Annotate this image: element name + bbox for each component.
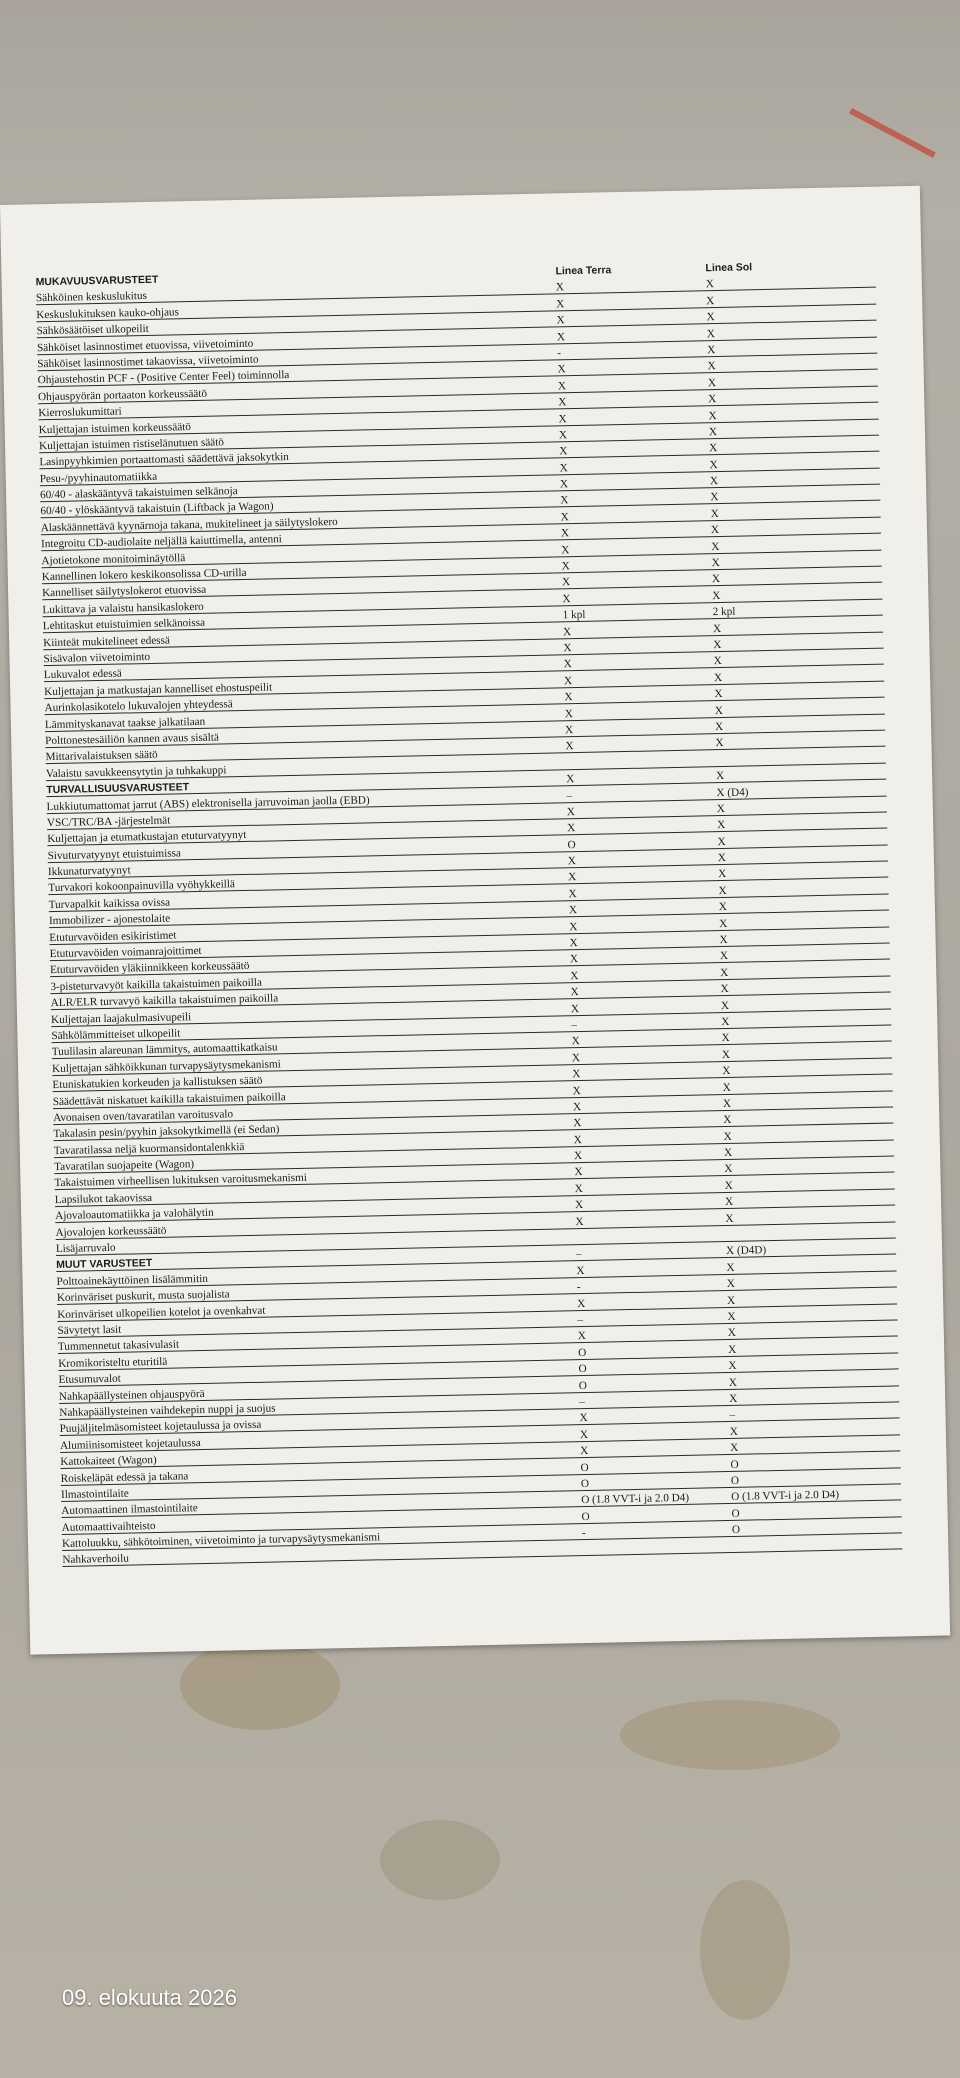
terra-value: X [563, 674, 573, 688]
terra-value: X [558, 412, 567, 425]
sol-value: X [728, 1376, 738, 1389]
floor-stain [700, 1880, 790, 2020]
feature-label: Avonaisen oven/tavaratilan varoitusvalo [53, 1108, 234, 1125]
sol-value: X [715, 737, 724, 750]
feature-label: Sivuturvatyynyt etuistuimissa [47, 847, 182, 862]
terra-value: X [560, 494, 569, 507]
sol-value: X [707, 376, 717, 389]
sol-value: X [719, 933, 728, 947]
floor-stain [620, 1700, 840, 1770]
feature-label: Lämmityskanavat taakse jalkatilaan [44, 715, 206, 731]
column-header-terra: Linea Terra [555, 264, 612, 278]
feature-label: Tavaratilassa neljä kuormansidontalenkkiä [53, 1140, 245, 1157]
feature-label: Sävytetyt lasit [57, 1323, 122, 1338]
floor-stain [180, 1640, 340, 1730]
sol-value: X [711, 540, 720, 553]
terra-value: X [558, 396, 567, 409]
terra-value: X [576, 1264, 585, 1277]
sol-value: X (D4D) [725, 1244, 767, 1258]
sol-value: X [710, 507, 719, 521]
feature-label: Kuljettajan laajakulmasivupeili [50, 1010, 192, 1026]
terra-value: – [566, 789, 573, 802]
terra-value: X [577, 1297, 586, 1310]
feature-label: Kromikoristeltu eturitilä [58, 1355, 168, 1370]
red-scuff-mark [849, 108, 936, 158]
terra-value [582, 1552, 732, 1555]
sol-value: X [708, 409, 717, 422]
terra-value: - [576, 1281, 581, 1294]
terra-value: X [569, 920, 578, 933]
sol-value: O (1.8 VVT-i ja 2.0 D4) [731, 1489, 840, 1504]
sol-value: X [723, 1146, 733, 1160]
terra-value: – [571, 1019, 578, 1032]
sol-value: – [729, 1409, 736, 1422]
feature-label: Etuturvavöiden yläkiinnikkeen korkeussäätö [49, 960, 250, 977]
sol-value: X [714, 688, 723, 701]
sol-value: X [712, 589, 721, 602]
feature-label: Sähkölämmitteiset ulkopeilit [51, 1027, 181, 1043]
terra-value: X [560, 511, 569, 524]
feature-label: Kattokaiteet (Wagon) [60, 1454, 157, 1469]
sol-value: X [709, 442, 718, 455]
terra-value: X [556, 297, 565, 311]
feature-label: Roiskeläpät edessä ja takana [60, 1469, 189, 1485]
terra-value: X [557, 379, 567, 393]
terra-value: X [560, 527, 570, 540]
feature-label: Ajovaloautomatiikka ja valohälytin [55, 1207, 214, 1223]
sol-value: X [713, 638, 722, 652]
feature-label: Automaattivaihteisto [61, 1519, 156, 1534]
sol-value: X [729, 1392, 738, 1405]
feature-label: Lukkiutumattomat jarrut (ABS) elektronisella jarruvoiman jaolla (EBD) [46, 793, 370, 813]
sol-value: X [726, 1278, 735, 1291]
terra-value: X [579, 1428, 589, 1441]
sol-value: X [721, 1032, 730, 1045]
feature-label: Automaattinen ilmastointilaite [61, 1502, 198, 1518]
sol-value: X [729, 1425, 739, 1438]
terra-value: X [573, 1117, 582, 1130]
feature-label: Kannellinen lokero keskikonsolissa CD-urilla [41, 566, 247, 584]
sol-value: X [706, 327, 716, 340]
feature-label: Turvakori kokoonpainuvilla vyöhykkeillä [48, 878, 236, 895]
terra-value: X [566, 773, 575, 786]
sol-value: X [705, 278, 715, 291]
sol-value: O [730, 1458, 739, 1471]
terra-value: X [572, 1100, 582, 1114]
sol-value: X [720, 966, 729, 979]
terra-value: X [568, 871, 577, 884]
equipment-table [36, 259, 903, 1568]
terra-value: X [571, 1051, 581, 1064]
terra-value: X [574, 1182, 583, 1196]
sol-value: X [720, 983, 729, 996]
feature-label: Puujäljitelmäsomisteet kojetaulussa ja ovissa [59, 1419, 262, 1436]
sol-value: X [717, 852, 727, 865]
terra-value: X [568, 904, 578, 917]
terra-value: X [559, 445, 568, 458]
feature-label: Sähköiset lasinnostimet takaovissa, viivetoiminto [37, 353, 259, 371]
sol-value: X [728, 1360, 737, 1373]
feature-label: Polttoainekäyttöinen lisälämmitin [56, 1272, 208, 1288]
feature-label: Sähköiset lasinnostimet etuovissa, viivetoiminto [36, 337, 254, 354]
terra-value: X [569, 937, 578, 950]
sol-value: 2 kpl [712, 605, 736, 619]
feature-label: Tavaratilan suojapeite (Wagon) [54, 1158, 195, 1174]
feature-label: Mittarivalaistuksen säätö [45, 749, 158, 764]
sol-value: X [720, 999, 730, 1012]
terra-value: 1 kpl [562, 609, 586, 622]
feature-label: Kuljettajan istuimen ristiselänutuen säätö [38, 436, 225, 453]
feature-label: Tuulilasin alareunan lämmitys, automaattikatkaisu [51, 1041, 278, 1059]
terra-value: X [563, 658, 572, 671]
feature-label: Ilmastointilaite [60, 1487, 129, 1501]
terra-value: X [572, 1084, 581, 1097]
feature-label: Nahkapäällysteinen vaihdekepin nuppi ja suojus [59, 1402, 276, 1419]
sol-value: O [731, 1507, 740, 1520]
sol-value: X [722, 1097, 732, 1110]
sol-value: X [708, 393, 717, 406]
feature-label: Lasinpyyhkimien portaattomasti säädettävä jaksokytkin [39, 451, 289, 469]
table-body [36, 272, 903, 1568]
terra-value: X [566, 805, 576, 819]
sol-value: O [730, 1474, 740, 1487]
feature-label: Etuturvavöiden esikiristimet [49, 929, 177, 944]
terra-value: - [581, 1527, 586, 1540]
feature-label: Kattoluukku, sähkötoiminen, viivetoiminto ja turvapysäytysmekanismi [61, 1531, 381, 1551]
sol-value: X [722, 1081, 731, 1094]
feature-label: Ikkunaturvatyynyt [47, 864, 131, 879]
sol-value: X [708, 425, 718, 439]
terra-value: X [570, 986, 579, 999]
sol-value: X [724, 1179, 733, 1192]
sol-value: X [730, 1441, 739, 1455]
sol-value: X [719, 917, 728, 930]
floor-stain [380, 1820, 500, 1900]
terra-value: X [573, 1150, 583, 1163]
sol-value: X [724, 1196, 734, 1209]
sol-value: X [721, 1015, 730, 1029]
terra-value: X [565, 740, 574, 753]
sol-value: X [712, 622, 722, 635]
terra-value: X [557, 363, 566, 376]
feature-label: Kannelliset säilytyslokerot etuovissa [42, 584, 207, 600]
sol-value: X [724, 1163, 733, 1176]
sol-value: X [723, 1130, 732, 1143]
terra-value: X [561, 543, 570, 556]
terra-value: X [559, 461, 568, 475]
terra-value: X [567, 855, 577, 868]
feature-label: Pesu-/pyyhinautomatiikka [39, 470, 158, 485]
feature-label: Ohjaustehostin PCF - (Positive Center Feel) toiminnolla [37, 369, 290, 387]
feature-label: Ohjauspyörän portaaton korkeussäätö [37, 387, 208, 403]
terra-value: X [570, 1002, 580, 1015]
feature-label: Kuljettajan ja etumatkustajan etuturvatyynyt [47, 829, 247, 846]
sol-value: X [710, 491, 719, 504]
feature-label: 60/40 - ylöskääntyvä takaistuin (Liftback ja Wagon) [40, 500, 274, 518]
sol-value: X (D4) [716, 785, 749, 799]
terra-value: X [561, 576, 571, 589]
sol-value: X [723, 1114, 732, 1127]
equipment-sheet [0, 186, 950, 1655]
feature-label: Keskuslukituksen kauko-ohjaus [36, 306, 180, 322]
terra-value: X [562, 625, 572, 638]
feature-label: Alumiinisomisteet kojetaulussa [59, 1436, 201, 1452]
terra-value: X [564, 691, 573, 704]
feature-label: Lisäjarruvalo [55, 1241, 116, 1256]
sol-value: X [722, 1065, 731, 1078]
terra-value: X [562, 592, 571, 606]
sol-value: X [716, 802, 726, 816]
feature-label: 60/40 - alaskääntyvä takaistuimen selkänoja [39, 485, 238, 502]
terra-value: X [575, 1215, 584, 1228]
terra-value: X [555, 281, 565, 294]
sol-value: X [725, 1212, 734, 1225]
sol-value: X [709, 458, 718, 471]
terra-value: X [561, 560, 570, 573]
terra-value: O [580, 1477, 590, 1491]
feature-label: Polttonestesäiliön kannen avaus sisältä [45, 731, 220, 748]
feature-label: Etuniskatukien korkeuden ja kallistuksen säätö [52, 1074, 263, 1092]
feature-label: Takalasin pesin/pyyhin jaksokytkimellä (ei Sedan) [53, 1123, 280, 1141]
terra-value: X [574, 1199, 584, 1212]
feature-label: Sähköinen keskuslukitus [35, 290, 148, 305]
sol-value: X [706, 311, 715, 324]
terra-value: O (1.8 VVT-i ja 2.0 D4) [581, 1492, 690, 1507]
terra-value: X [579, 1412, 588, 1425]
terra-value: O [581, 1510, 590, 1523]
feature-label: Kuljettajan sähköikkunan turvapysäytysmekanismi [51, 1058, 281, 1075]
terra-value: O [580, 1461, 589, 1474]
terra-value: X [564, 724, 574, 737]
sol-value: X [710, 524, 720, 537]
section-heading: MUUT VARUSTEET [56, 1257, 153, 1272]
terra-value: X [558, 429, 568, 442]
terra-value: - [557, 347, 562, 360]
terra-value: X [571, 1035, 580, 1048]
sol-value: X [706, 294, 715, 308]
column-header-sol: Linea Sol [705, 261, 753, 275]
feature-label: Lehtitaskut etuistuimien selkänoissa [42, 617, 206, 633]
sol-value: X [719, 950, 729, 963]
sol-value: X [727, 1327, 737, 1340]
feature-label: Lapsilukot takaovissa [54, 1191, 153, 1206]
feature-label: Sisävalon viivetoiminto [43, 650, 151, 666]
section-heading: TURVALLISUUSVARUSTEET [46, 781, 190, 797]
terra-value: X [574, 1166, 583, 1179]
sol-value: X [718, 884, 727, 897]
feature-label: Kuljettajan istuimen korkeussäätö [38, 420, 192, 436]
feature-label: Kiinteät mukitelineet edessä [43, 634, 171, 649]
sol-value: X [707, 360, 716, 373]
feature-label: Aurinkolasikotelo lukuvalojen yhteydessä [44, 698, 233, 715]
sol-value: X [709, 475, 719, 488]
sol-value: X [718, 901, 728, 914]
section-title: MUKAVUUSVARUSTEET [35, 273, 159, 289]
terra-value: X [556, 330, 566, 343]
feature-label: Ajotietokone monitoiminäytöllä [41, 551, 186, 567]
feature-label: Takaistuimen virheellisen lukituksen varoitusmekanismi [54, 1172, 308, 1190]
sol-value: X [707, 344, 716, 357]
photo-date-stamp: 09. elokuuta 2026 [62, 1985, 237, 2010]
sol-value: X [721, 1048, 731, 1061]
feature-label: Korinväriset puskurit, musta suojalista [56, 1288, 230, 1305]
sol-value: X [711, 573, 721, 586]
terra-value: X [577, 1330, 587, 1343]
feature-label: Alaskäännettävä kyynärnoja takana, mukitelineet ja säilytyslokero [40, 515, 338, 535]
sol-value: X [715, 770, 725, 783]
terra-value: X [568, 887, 577, 901]
terra-value: X [567, 822, 576, 835]
sol-value: X [726, 1261, 735, 1274]
feature-label: VSC/TRC/BA -järjestelmät [46, 814, 171, 830]
feature-label: Säädettävät niskatuet kaikilla takaistuimen paikoilla [52, 1090, 286, 1108]
feature-label: Lukuvalot edessä [43, 667, 122, 682]
terra-value: O [578, 1363, 587, 1376]
sol-value: X [717, 819, 726, 832]
terra-value: O [578, 1346, 587, 1359]
feature-label: Immobilizer - ajonestolaite [48, 912, 171, 928]
terra-value: – [577, 1314, 584, 1327]
feature-label: Nahkaverhoilu [62, 1553, 129, 1567]
sol-value: X [713, 655, 722, 668]
sol-value: X [714, 720, 724, 734]
feature-label: Kuljettajan ja matkustajan kannelliset ehostuspeilit [44, 681, 273, 698]
terra-value: – [579, 1395, 585, 1409]
feature-label: Integroitu CD-audiolaite neljällä kaiuttimella, antenni [40, 533, 282, 551]
feature-label: Valaistu savukkeensytytin ja tuhkakuppi [45, 764, 227, 780]
feature-label: Nahkapäällysteinen ohjauspyörä [58, 1387, 205, 1403]
feature-label: Korinväriset ulkopeilien kotelot ja ovenkahvat [57, 1304, 266, 1321]
sol-value [732, 1549, 882, 1552]
terra-value: O [578, 1379, 588, 1392]
sol-value: X [713, 671, 723, 684]
feature-label: Tummennetut takasivulasit [57, 1338, 180, 1354]
feature-label: Kierroslukumittari [38, 405, 122, 420]
sol-value: X [711, 557, 720, 570]
terra-value: O [567, 838, 576, 851]
feature-label: ALR/ELR turvavyö kaikilla takaistuimen paikoilla [50, 992, 279, 1010]
sol-value: X [714, 704, 723, 717]
terra-value: X [572, 1068, 581, 1081]
terra-value: X [569, 953, 579, 966]
feature-label: Lukittava ja valaistu hansikaslokero [42, 600, 204, 617]
sol-value: X [728, 1343, 737, 1356]
terra-value: X [559, 478, 569, 491]
feature-label: Ajovalojen korkeussäätö [55, 1224, 167, 1239]
terra-value: X [556, 314, 565, 327]
terra-value: – [575, 1248, 582, 1261]
feature-label: Etuturvavöiden voimanrajoittimet [49, 944, 202, 961]
terra-value: X [580, 1445, 589, 1458]
terra-value: X [570, 969, 579, 983]
feature-label: Sähkösäätöiset ulkopeilit [36, 323, 149, 338]
sol-value: X [726, 1294, 736, 1307]
sol-value: X [727, 1310, 736, 1324]
terra-value: X [564, 707, 573, 720]
sol-value: X [718, 868, 727, 881]
feature-label: 3-pisteturvavyöt kaikilla takaistuimen paikoilla [50, 976, 263, 993]
feature-label: Etusumuvalot [58, 1372, 121, 1387]
terra-value: X [573, 1133, 582, 1146]
terra-value: X [563, 642, 572, 655]
sol-value: O [731, 1523, 741, 1537]
feature-label: Turvapalkit kaikissa ovissa [48, 896, 171, 911]
sol-value: X [717, 835, 726, 848]
